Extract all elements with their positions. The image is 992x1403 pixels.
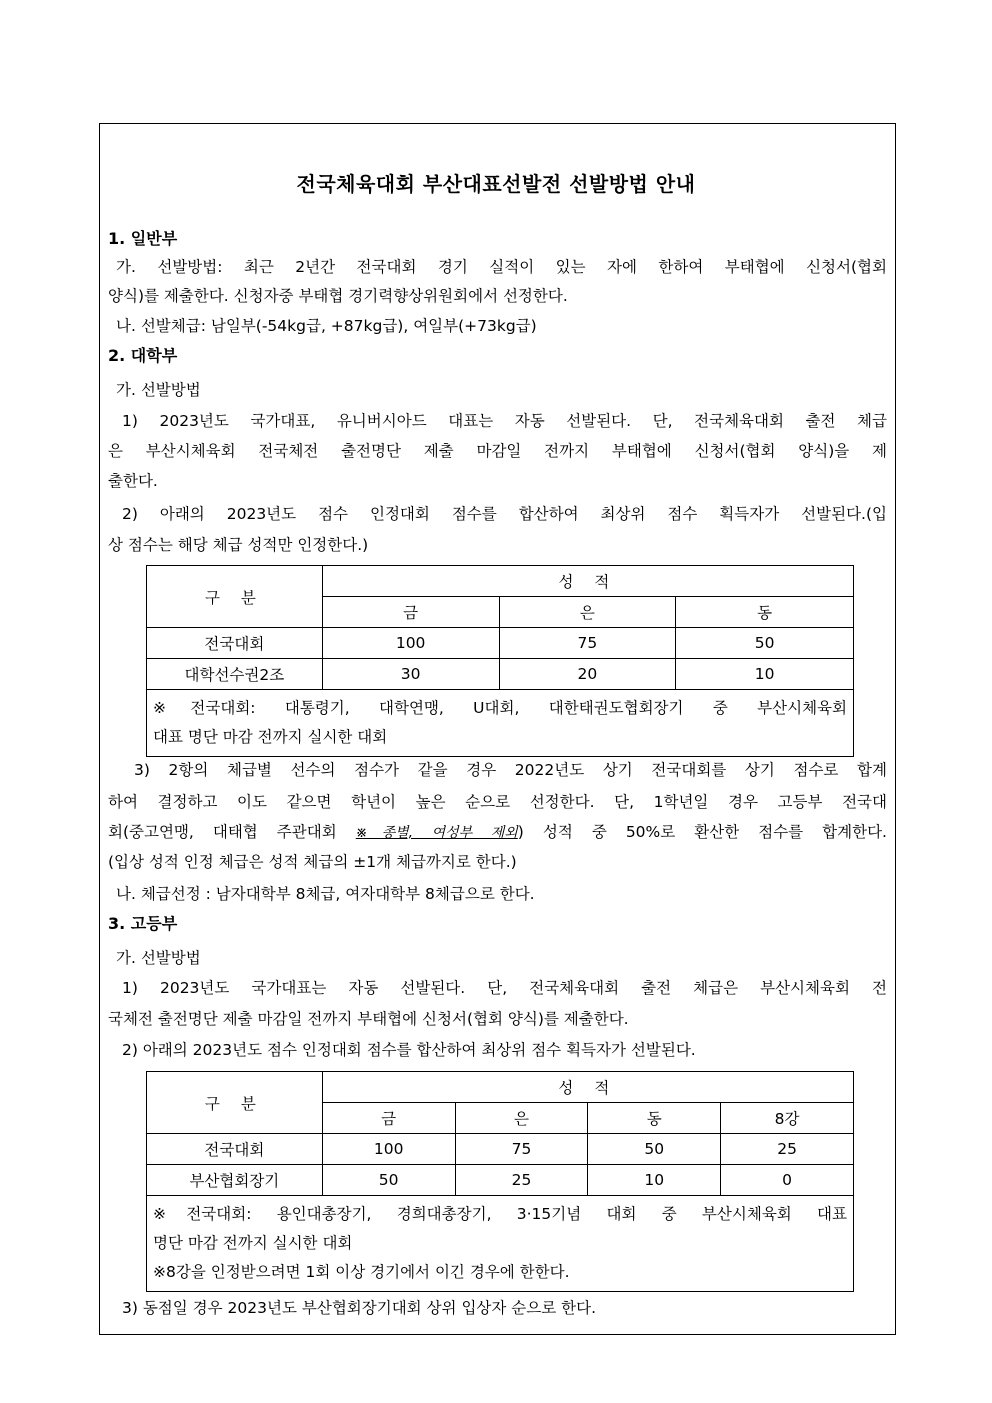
table-header-category: 구 분 [147, 1072, 323, 1134]
s2-p3-line4: (입상 성적 인정 체급은 성적 체급의 ±1개 체급까지로 한다.) [108, 853, 517, 871]
s1-a-line2: 양식)를 제출한다. 신청자중 부태협 경기력향상위원회에서 선정한다. [108, 287, 568, 305]
table-col-gold: 금 [322, 1103, 455, 1134]
table-header-category: 구 분 [147, 566, 323, 628]
s2-b-line: 나. 체급선정 : 남자대학부 8체급, 여자대학부 8체급으로 한다. [116, 885, 535, 903]
cell: 25 [721, 1134, 854, 1165]
table-note [147, 690, 854, 757]
note-line1: ※전국대회: 대통령기, 대학연맹, U대회, 대한태권도협회장기 중 부산시체육회 [153, 699, 847, 717]
cell: 30 [322, 659, 499, 690]
section-2-heading: 2. 대학부 [108, 346, 178, 365]
cell: 75 [455, 1134, 588, 1165]
s2-p3-line3 [108, 822, 887, 843]
cell: 20 [499, 659, 676, 690]
s3-p3-line: 3) 동점일 경우 2023년도 부산협회장기대회 상위 입상자 순으로 한다. [122, 1299, 597, 1317]
row-name: 전국대회 [147, 1134, 323, 1165]
s3-p2-line: 2) 아래의 2023년도 점수 인정대회 점수를 합산하여 최상위 점수 획득자가 선발된다. [122, 1041, 696, 1059]
s2-p2-line2: 상 점수는 해당 체급 성적만 인정한다.) [108, 536, 369, 554]
s2-p2-line1: 2) 아래의 2023년도 점수 인정대회 점수를 합산하여 최상위 점수 획득자가 선발된다.(입 [122, 505, 887, 523]
table-col-quarterfinal: 8강 [721, 1103, 854, 1134]
row-name: 전국대회 [147, 628, 323, 659]
cell: 25 [455, 1165, 588, 1196]
cell: 100 [322, 1134, 455, 1165]
s2-p1-line2: 은 부산시체육회 전국체전 출전명단 제출 마감일 전까지 부태협에 신청서(협회 양식)을 제 [108, 442, 887, 460]
cell: 10 [588, 1165, 721, 1196]
table-col-gold: 금 [322, 597, 499, 628]
note-line3: ※8강을 인정받으려면 1회 이상 경기에서 이긴 경우에 한한다. [153, 1263, 570, 1281]
cell: 50 [588, 1134, 721, 1165]
s2-a-line: 가. 선발방법 [116, 381, 201, 399]
s3-p1-line1: 1) 2023년도 국가대표는 자동 선발된다. 단, 전국체육대회 출전 체급은 부산시체육회 전 [122, 979, 887, 997]
table-row [147, 1165, 854, 1196]
s2-p1-line3: 출한다. [108, 472, 158, 490]
table-row [147, 1134, 854, 1165]
table-note [147, 1196, 854, 1292]
s1-b-line: 나. 선발체급: 남일부(-54kg급, +87kg급), 여일부(+73kg급) [116, 317, 537, 335]
s3-a-line: 가. 선발방법 [116, 949, 201, 967]
table-col-silver: 은 [455, 1103, 588, 1134]
s2-p1-line1: 1) 2023년도 국가대표, 유니버시아드 대표는 자동 선발된다. 단, 전국체육대회 출전 체급 [122, 412, 887, 430]
table-col-bronze: 동 [676, 597, 854, 628]
table-col-bronze: 동 [588, 1103, 721, 1134]
table-col-silver: 은 [499, 597, 676, 628]
s1-a-line1: 가. 선발방법: 최근 2년간 전국대회 경기 실적이 있는 자에 한하여 부태협에 신청서(협회 [116, 258, 887, 276]
cell: 50 [322, 1165, 455, 1196]
table-row [147, 659, 854, 690]
cell: 10 [676, 659, 854, 690]
cell: 50 [676, 628, 854, 659]
cell: 0 [721, 1165, 854, 1196]
section-3-heading: 3. 고등부 [108, 914, 178, 933]
table-header-result: 성 적 [322, 566, 853, 597]
section-1-heading: 1. 일반부 [108, 229, 178, 248]
s2-p3-line1: 3) 2항의 체급별 선수의 점수가 같을 경우 2022년도 상기 전국대회를 상기 점수로 합계 [134, 761, 887, 779]
s2-p3-line2: 하여 결정하고 이도 같으면 학년이 높은 순으로 선정한다. 단, 1학년일 경우 고등부 전국대 [108, 793, 887, 811]
s2-p3-exception: ※종별, 여성부 제외 [355, 825, 518, 841]
page-title: 전국체육대회 부산대표선발전 선발방법 안내 [296, 172, 696, 196]
highschool-score-table [146, 1071, 854, 1292]
row-name: 대학선수권2조 [147, 659, 323, 690]
table-header-result: 성 적 [322, 1072, 853, 1103]
university-score-table [146, 565, 854, 757]
cell: 100 [322, 628, 499, 659]
s3-p1-line2: 국체전 출전명단 제출 마감일 전까지 부태협에 신청서(협회 양식)를 제출한다. [108, 1010, 629, 1028]
note-line2: 명단 마감 전까지 실시한 대회 [153, 1234, 353, 1252]
note-line2: 대표 명단 마감 전까지 실시한 대회 [153, 728, 388, 746]
table-row [147, 628, 854, 659]
s2-p3-line3-a: 회(중고연맹, 대태협 주관대회 [108, 823, 356, 841]
s2-p3-line3-c: ) 성적 중 50%로 환산한 점수를 합계한다. [517, 823, 887, 841]
cell: 75 [499, 628, 676, 659]
row-name: 부산협회장기 [147, 1165, 323, 1196]
note-line1: ※전국대회: 용인대총장기, 경희대총장기, 3·15기념 대회 중 부산시체육회 대표 [153, 1205, 847, 1223]
